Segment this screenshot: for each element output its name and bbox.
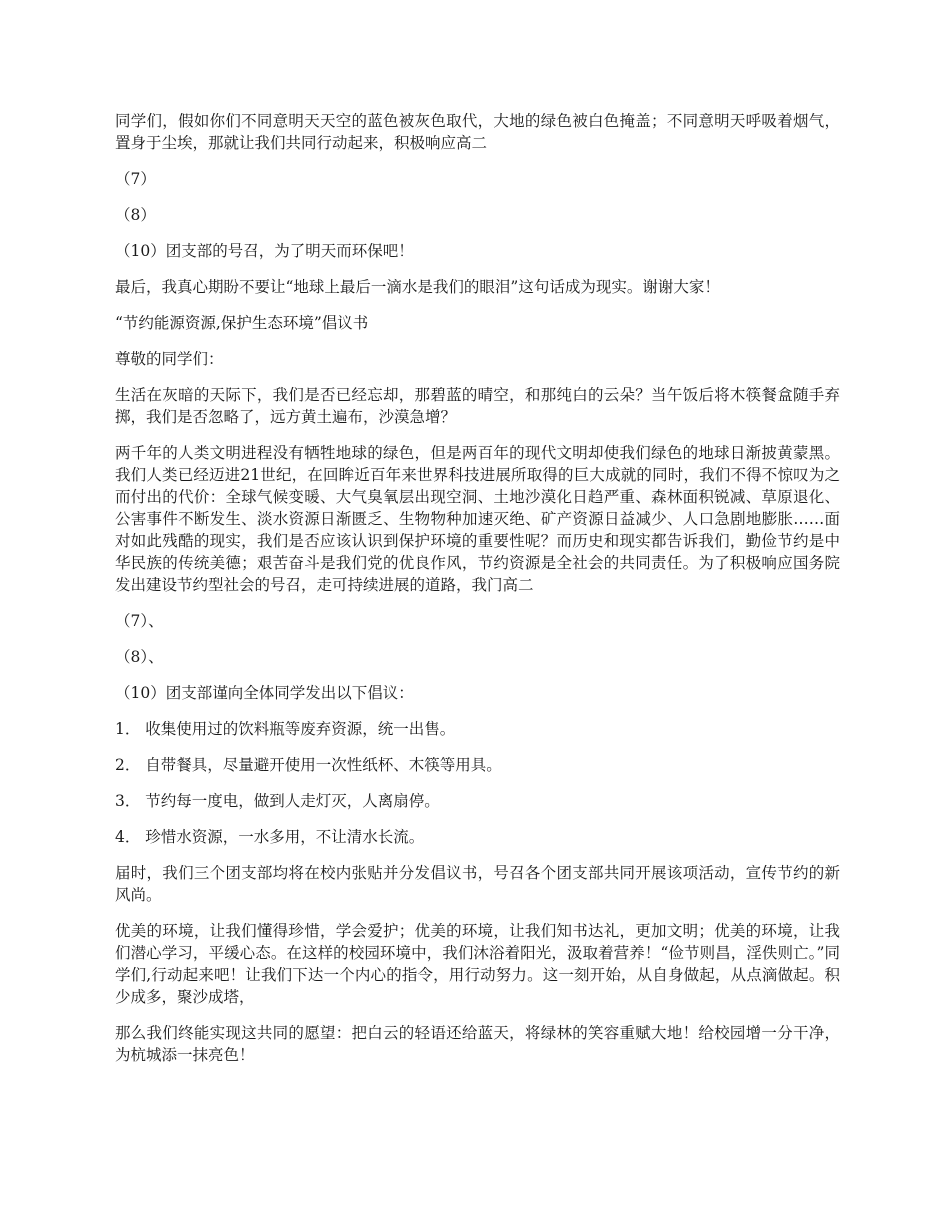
- paragraph-posting-notice: 届时，我们三个团支部均将在校内张贴并分发倡议书，号召各个团支部共同开展该项活动，宣传节约的新风尚。: [115, 864, 840, 904]
- paragraph-intro-call: 同学们，假如你们不同意明天天空的蓝色被灰色取代，大地的绿色被白色掩盖；不同意明天呼吸着烟气，置身于尘埃，那就让我们共同行动起来，积极响应高二: [115, 112, 840, 152]
- paragraph-environment: 优美的环境，让我们懂得珍惜，学会爱护；优美的环境，让我们知书达礼，更加文明；优美的环境，让我们潜心学习，平缓心态。在这样的校园环境中，我们沐浴着阳光，汲取着营养！“俭节则昌，淫佚则亡。”同学们,行动起来吧！让我们下达一个内心的指令，用行动努力。这一刻开始，从自身做起，从点滴做起。积少成多，聚沙成塔，: [115, 922, 840, 1006]
- paragraph-proposal-intro: （10）团支部谨向全体同学发出以下倡议：: [115, 684, 414, 702]
- paragraph-class-10-call: （10）团支部的号召，为了明天而环保吧！: [115, 242, 414, 260]
- list-item: 1． 收集使用过的饮料瓶等废弃资源，统一出售。: [115, 720, 456, 738]
- document-body: [115, 110, 840, 1080]
- proposal-salutation: 尊敬的同学们：: [115, 350, 224, 368]
- paragraph-sky-question: 生活在灰暗的天际下，我们是否已经忘却，那碧蓝的晴空，和那纯白的云朵？当午饭后将木筷餐盒随手弃掷，我们是否忽略了，远方黄土遍布，沙漠急增？: [115, 386, 840, 426]
- paragraph-civilization: 两千年的人类文明进程没有牺牲地球的绿色，但是两百年的现代文明却使我们绿色的地球日渐披黄蒙黑。我们人类已经迈进21世纪，在回眸近百年来世界科技进展所取得的巨大成就的同时，我们不得不惊叹为之而付出的代价：全球气候变暖、大气臭氧层出现空洞、土地沙漠化日趋严重、森林面积锐减、草原退化、公害事件不断发生、淡水资源日渐匮乏、生物物种加速灭绝、矿产资源日益减少、人口急剧地膨胀……面对如此残酷的现实，我们是否应该认识到保护环境的重要性呢？而历史和现实都告诉我们，勤俭节约是中华民族的传统美德；艰苦奋斗是我们党的优良作风，节约资源是全社会的共同责任。为了积极响应国务院发出建设节约型社会的号召，走可持续进展的道路，我门高二: [115, 444, 840, 594]
- list-item: 2． 自带餐具，尽量避开使用一次性纸杯、木筷等用具。: [115, 756, 502, 774]
- paragraph-class-7-list: （7）、: [115, 612, 164, 630]
- paragraph-final-wish: 那么我们终能实现这共同的愿望：把白云的轻语还给蓝天，将绿林的笑容重赋大地！给校园增一分干净，为杭城添一抹亮色！: [115, 1024, 840, 1064]
- list-item: 3． 节约每一度电，做到人走灯灭，人离扇停。: [115, 792, 440, 810]
- paragraph-class-8: （8）: [115, 206, 156, 224]
- list-item: 4． 珍惜水资源，一水多用，不让清水长流。: [115, 828, 425, 846]
- paragraph-closing-thanks: 最后，我真心期盼不要让“地球上最后一滴水是我们的眼泪”这句话成为现实。谢谢大家！: [115, 278, 720, 296]
- proposal-title: “节约能源资源,保护生态环境”倡议书: [115, 314, 369, 332]
- paragraph-class-7: （7）: [115, 170, 156, 188]
- paragraph-class-8-list: （8）、: [115, 648, 164, 666]
